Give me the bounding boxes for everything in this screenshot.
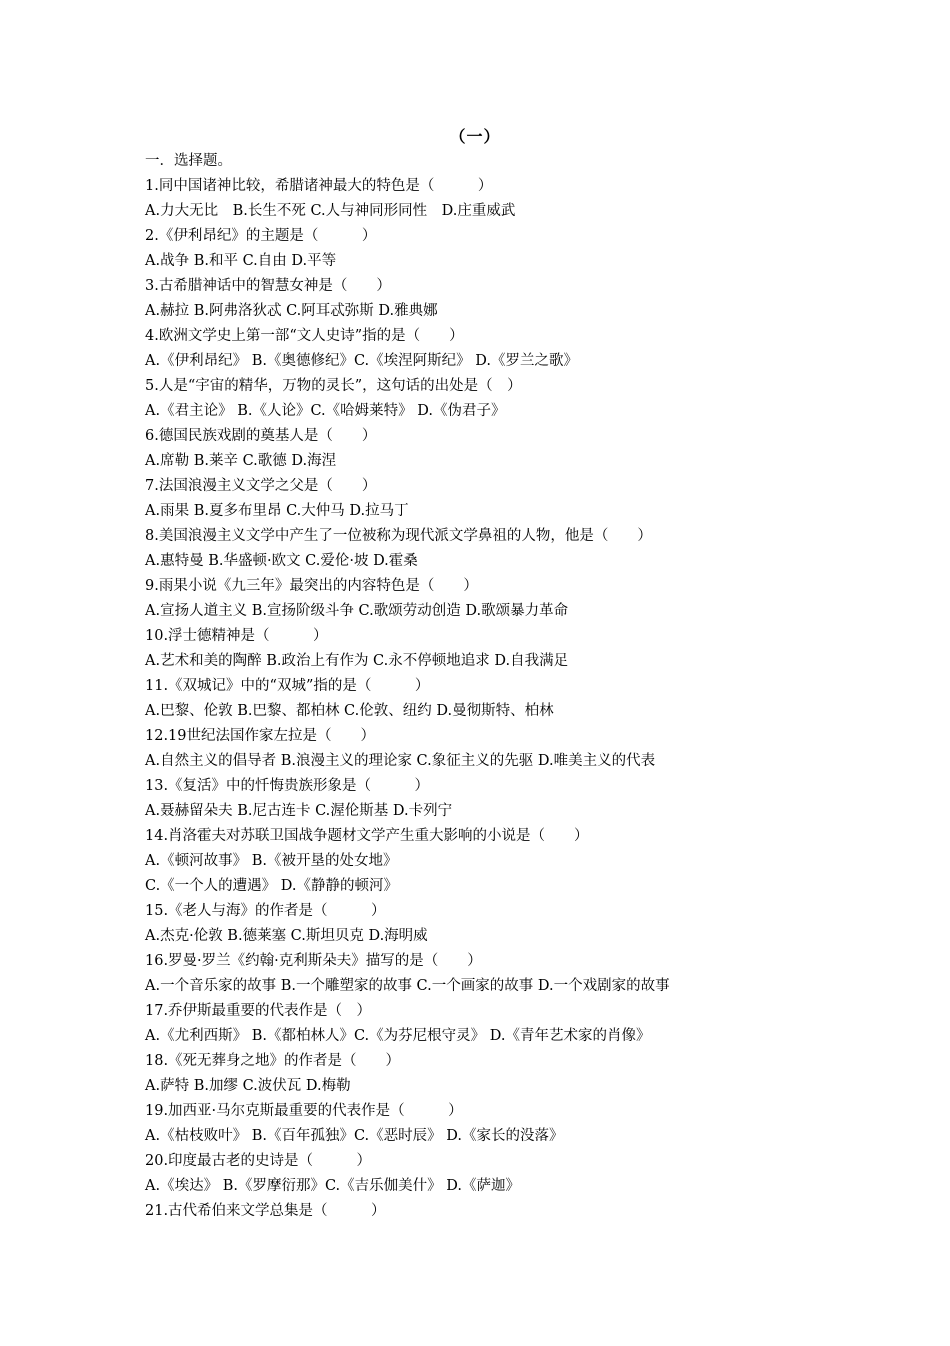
question-text: 2.《伊利昂纪》的主题是（ ） — [145, 228, 377, 244]
question-text: 6.德国民族戏剧的奠基人是（ ） — [145, 428, 377, 444]
question-text: 1.同中国诸神比较，希腊诸神最大的特色是（ ） — [145, 178, 493, 194]
section-heading: 一．选择题。 — [145, 153, 232, 169]
answer-options: A.力大无比 B.长生不死 C.人与神同形同性 D.庄重威武 — [145, 203, 516, 219]
answer-options: A.《顿河故事》 B.《被开垦的处女地》 — [145, 853, 398, 869]
question-text: 9.雨果小说《九三年》最突出的内容特色是（ ） — [145, 578, 478, 594]
answer-options: A.《尤利西斯》 B.《都柏林人》C.《为芬尼根守灵》 D.《青年艺术家的肖像》 — [145, 1028, 651, 1044]
question-text: 18.《死无葬身之地》的作者是（ ） — [145, 1053, 401, 1069]
answer-options: A.席勒 B.莱辛 C.歌德 D.海涅 — [145, 453, 337, 469]
question-text: 20.印度最古老的史诗是（ ） — [145, 1153, 372, 1169]
answer-options: A.杰克·伦敦 B.德莱塞 C.斯坦贝克 D.海明威 — [145, 928, 428, 944]
answer-options: A.聂赫留朵夫 B.尼古连卡 C.渥伦斯基 D.卡列宁 — [145, 803, 453, 819]
question-text: 7.法国浪漫主义文学之父是（ ） — [145, 478, 377, 494]
answer-options: A.一个音乐家的故事 B.一个雕塑家的故事 C.一个画家的故事 D.一个戏剧家的故事 — [145, 978, 670, 994]
question-text: 5.人是“宇宙的精华，万物的灵长”，这句话的出处是（ ） — [145, 378, 522, 394]
question-text: 17.乔伊斯最重要的代表作是（ ） — [145, 1003, 372, 1019]
question-text: 15.《老人与海》的作者是（ ） — [145, 903, 386, 919]
question-text: 13.《复活》中的忏悔贵族形象是（ ） — [145, 778, 430, 794]
question-text: 19.加西亚·马尔克斯最重要的代表作是（ ） — [145, 1103, 463, 1119]
question-text: 16.罗曼·罗兰《约翰·克利斯朵夫》描写的是（ ） — [145, 953, 482, 969]
question-text: 3.古希腊神话中的智慧女神是（ ） — [145, 278, 391, 294]
questions-container — [145, 174, 845, 1224]
answer-options: A.巴黎、伦敦 B.巴黎、都柏林 C.伦敦、纽约 D.曼彻斯特、柏林 — [145, 703, 554, 719]
page-title: （一） — [449, 127, 501, 146]
answer-options: A.赫拉 B.阿弗洛狄忒 C.阿耳忒弥斯 D.雅典娜 — [145, 303, 438, 319]
answer-options: A.《君主论》 B.《人论》C.《哈姆莱特》 D.《伪君子》 — [145, 403, 506, 419]
answer-options: A.《伊利昂纪》 B.《奥德修纪》C.《埃涅阿斯纪》 D.《罗兰之歌》 — [145, 353, 578, 369]
question-text: 4.欧洲文学史上第一部“文人史诗”指的是（ ） — [145, 328, 464, 344]
answer-options: A.惠特曼 B.华盛顿·欧文 C.爱伦·坡 D.霍桑 — [145, 553, 418, 569]
question-text: 21.古代希伯来文学总集是（ ） — [145, 1203, 386, 1219]
answer-options: A.雨果 B.夏多布里昂 C.大仲马 D.拉马丁 — [145, 503, 409, 519]
answer-options: A.宣扬人道主义 B.宣扬阶级斗争 C.歌颂劳动创造 D.歌颂暴力革命 — [145, 603, 569, 619]
question-text: 11.《双城记》中的“双城”指的是（ ） — [145, 678, 430, 694]
answer-options: C.《一个人的遭遇》 D.《静静的顿河》 — [145, 878, 399, 894]
question-text: 14.肖洛霍夫对苏联卫国战争题材文学产生重大影响的小说是（ ） — [145, 828, 589, 844]
answer-options: A.战争 B.和平 C.自由 D.平等 — [145, 253, 337, 269]
question-text: 10.浮士德精神是（ ） — [145, 628, 328, 644]
answer-options: A.《埃达》 B.《罗摩衍那》C.《吉乐伽美什》 D.《萨迦》 — [145, 1178, 520, 1194]
question-text: 8.美国浪漫主义文学中产生了一位被称为现代派文学鼻祖的人物，他是（ ） — [145, 528, 652, 544]
answer-options: A.萨特 B.加缪 C.波伏瓦 D.梅勒 — [145, 1078, 351, 1094]
question-text: 12.19世纪法国作家左拉是（ ） — [145, 728, 376, 744]
answer-options: A.《枯枝败叶》 B.《百年孤独》C.《恶时辰》 D.《家长的没落》 — [145, 1128, 564, 1144]
answer-options: A.自然主义的倡导者 B.浪漫主义的理论家 C.象征主义的先驱 D.唯美主义的代表 — [145, 753, 656, 769]
answer-options: A.艺术和美的陶醉 B.政治上有作为 C.永不停顿地追求 D.自我满足 — [145, 653, 569, 669]
question-list — [145, 149, 845, 1224]
